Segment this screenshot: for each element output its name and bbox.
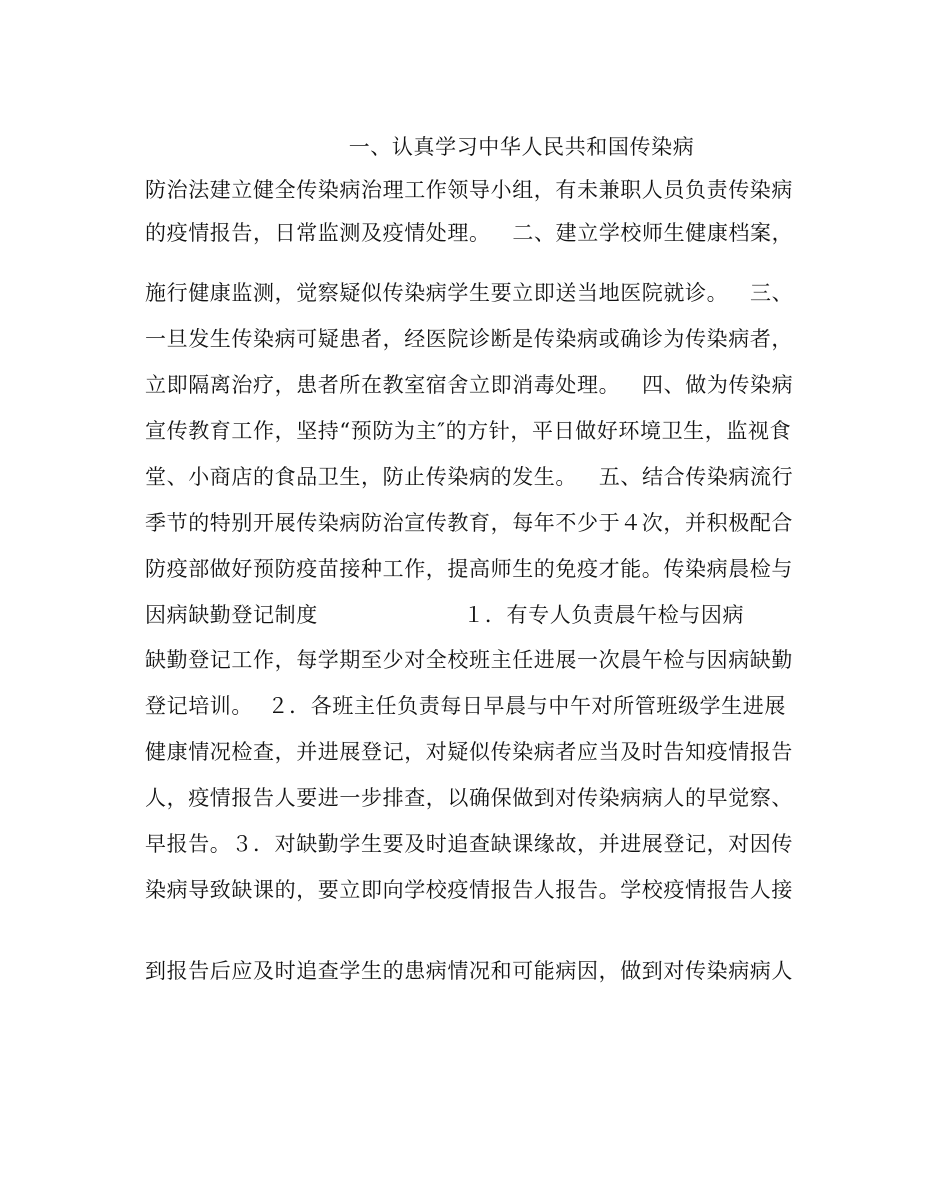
- text-line: 缺勤登记工作，每学期至少对全校班主任进展一次晨午检与因病缺勤: [145, 648, 793, 672]
- text-line: 堂、小商店的食品卫生，防止传染病的发生。 五、结合传染病流行: [145, 465, 794, 489]
- text-line: 防治法建立健全传染病治理工作领导小组，有未兼职人员负责传染病: [145, 178, 793, 202]
- text-line: 健康情况检查，并进展登记，对疑似传染病者应当及时告知疫情报告: [145, 740, 793, 764]
- text-line: 施行健康监测，觉察疑似传染病学生要立即送当地医院就诊。 三、: [145, 281, 794, 305]
- text-line: 宣传教育工作，坚持“预防为主″的方针，平日做好环境卫生，监视食: [145, 419, 792, 443]
- text-line: 登记培训。 ２．各班主任负责每日早晨与中午对所管班级学生进展: [145, 694, 786, 718]
- text-line: 早报告。３．对缺勤学生要及时追查缺课缘故，并进展登记，对因传: [145, 832, 793, 856]
- text-line: 防疫部做好预防疫苗接种工作，提高师生的免疫才能。传染病晨检与: [145, 557, 793, 581]
- text-line: 染病导致缺课的，要立即向学校疫情报告人报告。学校疫情报告人接: [145, 878, 793, 902]
- text-line: 立即隔离治疗，患者所在教室宿舍立即消毒处理。 四、做为传染病: [145, 373, 794, 397]
- text-line: 的疫情报告，日常监测及疫情处理。 二、建立学校师生健康档案，: [145, 221, 794, 245]
- text-line: 季节的特别开展传染病防治宣传教育，每年不少于４次，并积极配合: [145, 511, 793, 535]
- text-line: 一、认真学习中华人民共和国传染病: [145, 135, 695, 159]
- text-line: 因病缺勤登记制度 １．有专人负责晨午检与因病: [145, 603, 745, 627]
- text-line: 到报告后应及时追查学生的患病情况和可能病因，做到对传染病病人: [145, 959, 793, 983]
- text-line: 一旦发生传染病可疑患者，经医院诊断是传染病或确诊为传染病者，: [145, 327, 793, 351]
- text-line: 人，疫情报告人要进一步排查，以确保做到对传染病病人的早觉察、: [145, 786, 793, 810]
